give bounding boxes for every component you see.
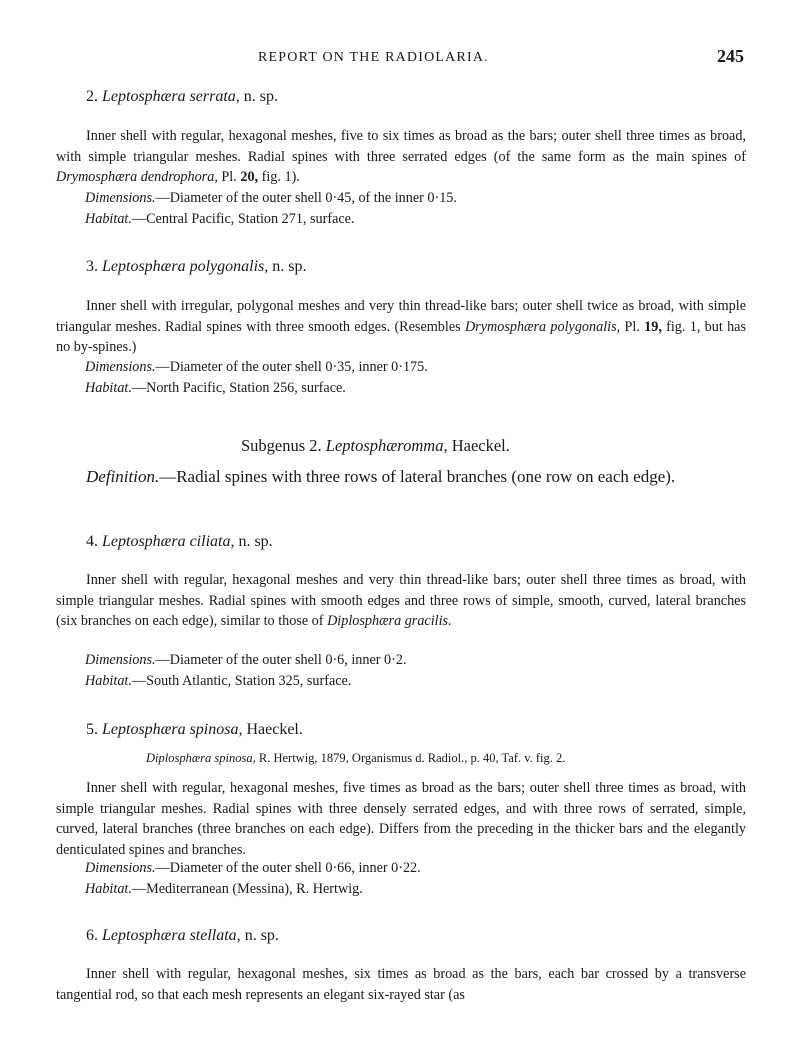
description-reference: Diplosphæra gracilis. xyxy=(327,613,452,629)
species-3-habitat xyxy=(85,380,346,397)
species-number: 5. xyxy=(86,721,98,738)
species-name: Leptosphæra spinosa, xyxy=(102,721,243,738)
description-text: fig. 1, but has no by-spines.) xyxy=(56,318,746,355)
citation-name: Diplosphæra spinosa, xyxy=(146,751,256,765)
description-text: Inner shell with irregular, polygonal meshes and very thin thread-like bars; outer shell twice as broad, with simple triangular meshes. Radial spines with three smooth edges. (Resembles xyxy=(56,298,746,335)
species-3-heading xyxy=(86,258,306,276)
description-text: Pl. xyxy=(620,318,645,335)
species-4-heading xyxy=(86,533,273,551)
species-5-dimensions xyxy=(85,860,421,877)
species-authority: n. sp. xyxy=(272,258,307,275)
habitat-label: Habitat. xyxy=(85,673,132,689)
habitat-value: —Central Pacific, Station 271, surface. xyxy=(131,211,355,227)
species-authority: n. sp. xyxy=(243,88,279,105)
species-3-description xyxy=(56,296,746,358)
page-number: 245 xyxy=(717,46,744,66)
plate-number: 19, xyxy=(644,318,662,335)
description-reference: Drymosphæra polygonalis, xyxy=(464,318,621,335)
species-2-habitat xyxy=(85,211,355,228)
dimensions-label: Dimensions. xyxy=(85,860,156,876)
species-6-heading xyxy=(86,927,279,945)
species-2-description xyxy=(56,126,746,188)
species-number: 4. xyxy=(86,533,98,550)
species-number: 2. xyxy=(86,88,98,105)
subgenus-name: Leptosphæromma, xyxy=(325,436,448,455)
species-5-heading xyxy=(86,721,303,739)
description-reference: Drymosphæra dendrophora xyxy=(56,169,215,185)
species-2-dimensions xyxy=(85,190,457,207)
species-number: 6. xyxy=(86,927,98,944)
species-number: 3. xyxy=(86,258,98,275)
definition-label: Definition. xyxy=(86,467,160,486)
species-name: Leptosphæra ciliata, xyxy=(102,533,235,550)
dimensions-value: —Diameter of the outer shell 0·45, of the inner 0·15. xyxy=(155,190,457,206)
description-text: Inner shell with regular, hexagonal meshes and very thin thread-like bars; outer shell three times as broad, with simple triangular meshes. Radial spines with smooth edges and three rows of simple, smooth, curved, lateral branches (six branches on each edge), similar to those of xyxy=(56,572,746,629)
species-5-synonym-citation xyxy=(146,751,565,766)
species-authority: n. sp. xyxy=(244,927,279,944)
subgenus-definition xyxy=(56,464,746,489)
description-text: fig. 1). xyxy=(258,169,300,185)
description-text: Inner shell with regular, hexagonal meshes, five to six times as broad as the bars; outer shell three times as broad, with simple triangular meshes. Radial spines with three serrated edges (of the same form as the main spines of xyxy=(56,128,746,165)
species-3-dimensions xyxy=(85,359,428,376)
species-name: Leptosphæra polygonalis, xyxy=(102,258,269,275)
species-4-description xyxy=(56,570,746,632)
dimensions-label: Dimensions. xyxy=(85,359,156,375)
species-name: Leptosphæra stellata, xyxy=(102,927,241,944)
species-authority: Haeckel. xyxy=(246,721,303,738)
dimensions-value: —Diameter of the outer shell 0·66, inner 0·22. xyxy=(155,860,421,876)
definition-text: —Radial spines with three rows of lateral branches (one row on each edge). xyxy=(159,467,676,486)
dimensions-value: —Diameter of the outer shell 0·6, inner 0·2. xyxy=(155,652,407,668)
species-6-description: Inner shell with regular, hexagonal meshes, six times as broad as the bars, each bar crossed by a transverse tangential rod, so that each mesh represents an elegant six-rayed star (as xyxy=(56,966,746,1003)
subgenus-heading xyxy=(241,436,510,456)
habitat-label: Habitat. xyxy=(85,380,132,396)
dimensions-label: Dimensions. xyxy=(85,190,156,206)
species-2-heading xyxy=(86,88,278,106)
dimensions-value: —Diameter of the outer shell 0·35, inner 0·175. xyxy=(155,359,428,375)
species-4-dimensions xyxy=(85,652,407,669)
habitat-value: —North Pacific, Station 256, surface. xyxy=(131,380,346,396)
habitat-label: Habitat. xyxy=(85,881,132,897)
dimensions-label: Dimensions. xyxy=(85,652,156,668)
citation-text: R. Hertwig, 1879, Organismus d. Radiol., p. 40, Taf. v. fig. 2. xyxy=(255,751,566,765)
subgenus-label: Subgenus 2. xyxy=(241,436,322,455)
habitat-value: —South Atlantic, Station 325, surface. xyxy=(131,673,352,689)
running-title: REPORT ON THE RADIOLARIA. xyxy=(258,50,489,65)
habitat-value: —Mediterranean (Messina), R. Hertwig. xyxy=(131,881,363,897)
description-text: , Pl. xyxy=(214,169,241,185)
habitat-label: Habitat. xyxy=(85,211,132,227)
subgenus-authority: Haeckel. xyxy=(451,436,510,455)
species-name: Leptosphæra serrata, xyxy=(102,88,240,105)
species-authority: n. sp. xyxy=(238,533,273,550)
species-5-habitat xyxy=(85,881,363,898)
species-4-habitat xyxy=(85,673,351,690)
plate-number: 20, xyxy=(240,169,259,185)
species-5-description: Inner shell with regular, hexagonal meshes, five times as broad as the bars; outer shell three times as broad, with simple triangular meshes. Radial spines with three densely serrated edges, and with three rows of serrated, simple, curved, lateral branches (three branches on each edge). Differs from the preceding in the thicker bars and the elegantly denticulated spines and branches. xyxy=(56,780,746,858)
